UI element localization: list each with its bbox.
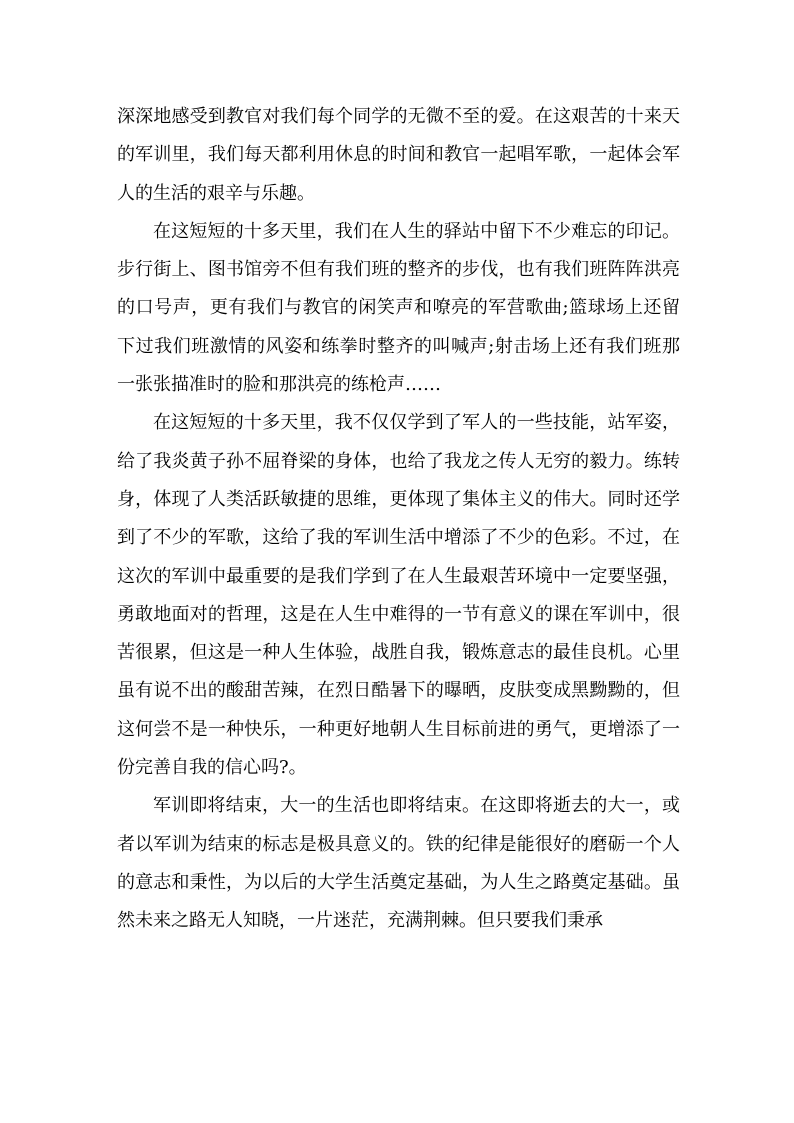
document-body — [117, 98, 680, 941]
paragraph-2: 在这短短的十多天里，我们在人生的驿站中留下不少难忘的印记。步行街上、图书馆旁不但有我们班的整齐的步伐，也有我们班阵阵洪亮的口号声，更有我们与教官的闲笑声和嘹亮的军营歌曲;篮球场上还留下过我们班激情的风姿和练拳时整齐的叫喊声;射击场上还有我们班那一张张描准时的脸和那洪亮的练枪声…… — [117, 220, 680, 396]
paragraph-1: 深深地感受到教官对我们每个同学的无微不至的爱。在这艰苦的十来天的军训里，我们每天都利用休息的时间和教官一起唱军歌，一起体会军人的生活的艰辛与乐趣。 — [117, 106, 680, 204]
paragraph-4: 军训即将结束，大一的生活也即将结束。在这即将逝去的大一，或者以军训为结束的标志是极具意义的。铁的纪律是能很好的磨砺一个人的意志和秉性，为以后的大学生活奠定基础，为人生之路奠定基础。虽然未来之路无人知晓，一片迷茫，充满荆棘。但只要我们秉承 — [117, 795, 680, 932]
paragraph-3: 在这短短的十多天里，我不仅仅学到了军人的一些技能，站军姿，给了我炎黄子孙不屈脊梁的身体，也给了我龙之传人无穷的毅力。练转身，体现了人类活跃敏捷的思维，更体现了集体主义的伟大。同时还学到了不少的军歌，这给了我的军训生活中增添了不少的色彩。不过，在这次的军训中最重要的是我们学到了在人生最艰苦环境中一定要坚强，勇敢地面对的哲理，这是在人生中难得的一节有意义的课在军训中，很苦很累，但这是一种人生体验，战胜自我，锻炼意志的最佳良机。心里虽有说不出的酸甜苦辣，在烈日酷暑下的曝晒，皮肤变成黑黝黝的，但这何尝不是一种快乐，一种更好地朝人生目标前进的勇气，更增添了一份完善自我的信心吗?。 — [117, 412, 680, 779]
